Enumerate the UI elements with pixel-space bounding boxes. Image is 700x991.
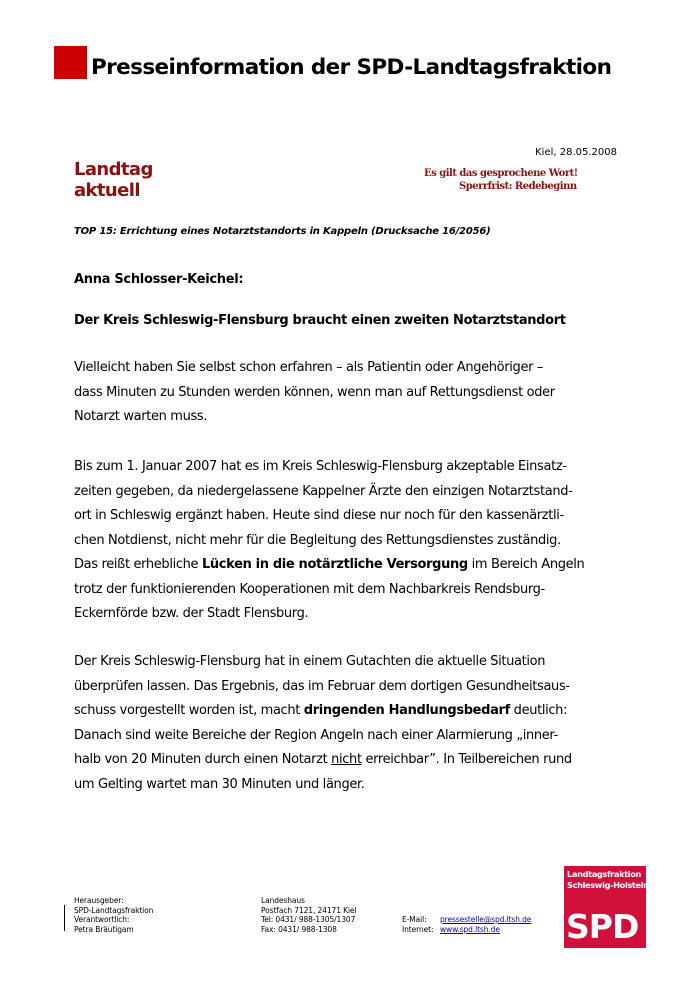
text-line: Der Kreis Schleswig-Flensburg hat in einem Gutachten die aktuelle Situation <box>74 654 546 669</box>
text-line: Eckernförde bzw. der Stadt Flensburg. <box>74 606 309 621</box>
text-line: Bis zum 1. Januar 2007 hat es im Kreis Schleswig-Flensburg akzeptable Einsatz- <box>74 459 567 474</box>
speech-note-line2: Sperrfrist: Redebeginn <box>459 181 577 192</box>
logo-line2: Schleswig-Holstein <box>567 880 649 890</box>
internet-label: Internet: <box>402 924 434 934</box>
footer-contact <box>402 915 531 934</box>
emphasis-text: dringenden Handlungsbedarf <box>303 703 510 718</box>
text-line: zeiten gegeben, da niedergelassene Kappelner Ärzte den einzigen Notarztstand- <box>74 483 573 499</box>
footer-address <box>261 896 357 934</box>
text-line <box>74 553 604 578</box>
agenda-topic: TOP 15: Errichtung eines Notarztstandorts in Kappeln (Drucksache 16/2056) <box>74 226 491 237</box>
text-segment: schuss vorgestellt worden ist, macht <box>74 703 304 718</box>
paragraph-2 <box>74 455 604 627</box>
headline: Der Kreis Schleswig-Flensburg braucht einen zweiten Notarztstandort <box>74 313 566 328</box>
text-segment: erreichbar”. In Teilbereichen rund <box>361 752 572 767</box>
section-label <box>74 159 153 201</box>
website-link[interactable]: www.spd.ltsh.de <box>440 924 500 934</box>
text-segment: deutlich: <box>509 703 568 718</box>
section-label-line2: aktuell <box>74 180 140 201</box>
email-label: E-Mail: <box>402 915 427 924</box>
text-segment: halb von 20 Minuten durch einen Notarzt <box>74 752 332 767</box>
page-title: Presseinformation der SPD-Landtagsfraktion <box>91 55 612 80</box>
text-line: chen Notdienst, nicht mehr für die Begleitung des Rettungsdienstes zuständig. <box>74 532 561 548</box>
paragraph-1 <box>74 356 604 430</box>
text-segment: Das reißt erhebliche <box>74 557 202 572</box>
speech-note <box>424 167 578 193</box>
text-line: Vielleicht haben Sie selbst schon erfahren – als Patientin oder Angehöriger – <box>74 360 544 375</box>
section-label-line1: Landtag <box>74 159 153 180</box>
underlined-text: nicht <box>331 752 362 767</box>
text-line: Danach sind weite Bereiche der Region Angeln nach einer Alarmierung „inner- <box>74 727 558 743</box>
speech-note-line1: Es gilt das gesprochene Wort! <box>424 168 578 179</box>
text-segment: im Bereich Angeln <box>467 557 585 572</box>
footer-divider <box>64 905 65 931</box>
text-line: um Gelting wartet man 30 Minuten und länger. <box>74 776 365 792</box>
text-line: Notarzt warten muss. <box>74 409 208 424</box>
text-line: trotz der funktionierenden Kooperationen mit dem Nachbarkreis Rendsburg- <box>74 581 545 597</box>
text-line: ort in Schleswig ergänzt haben. Heute sind diese nur noch für den kassenärztli- <box>74 508 564 523</box>
logo-line1: Landtagsfraktion <box>567 869 642 879</box>
logo-subtitle <box>567 869 649 891</box>
spd-logo <box>564 866 649 948</box>
text-line <box>74 699 604 724</box>
text-line: dass Minuten zu Stunden werden können, wenn man auf Rettungsdienst oder <box>74 384 555 400</box>
footer-publisher <box>74 896 153 934</box>
speaker-name: Anna Schlosser-Keichel: <box>74 272 244 287</box>
brand-red-square <box>54 46 87 79</box>
address-line1: Landeshaus <box>261 896 305 905</box>
phone: Tel: 0431/ 988-1305/1307 <box>261 915 356 924</box>
responsible-label: Verantwortlich: <box>74 915 130 924</box>
responsible: Petra Bräutigam <box>74 924 134 934</box>
publisher: SPD-Landtagsfraktion <box>74 905 154 915</box>
date-line: Kiel, 28.05.2008 <box>535 147 617 158</box>
text-line: überprüfen lassen. Das Ergebnis, das im Februar dem dortigen Gesundheitsaus- <box>74 678 570 694</box>
text-line <box>74 748 604 773</box>
fax: Fax: 0431/ 988-1308 <box>261 924 337 934</box>
emphasis-text: Lücken in die notärztliche Versorgung <box>201 557 468 572</box>
publisher-label: Herausgeber: <box>74 896 124 905</box>
paragraph-3 <box>74 650 604 797</box>
email-link[interactable]: pressestelle@spd.ltsh.de <box>440 915 532 924</box>
address-line2: Postfach 7121, 24171 Kiel <box>261 905 357 915</box>
logo-mark: SPD <box>566 907 639 946</box>
